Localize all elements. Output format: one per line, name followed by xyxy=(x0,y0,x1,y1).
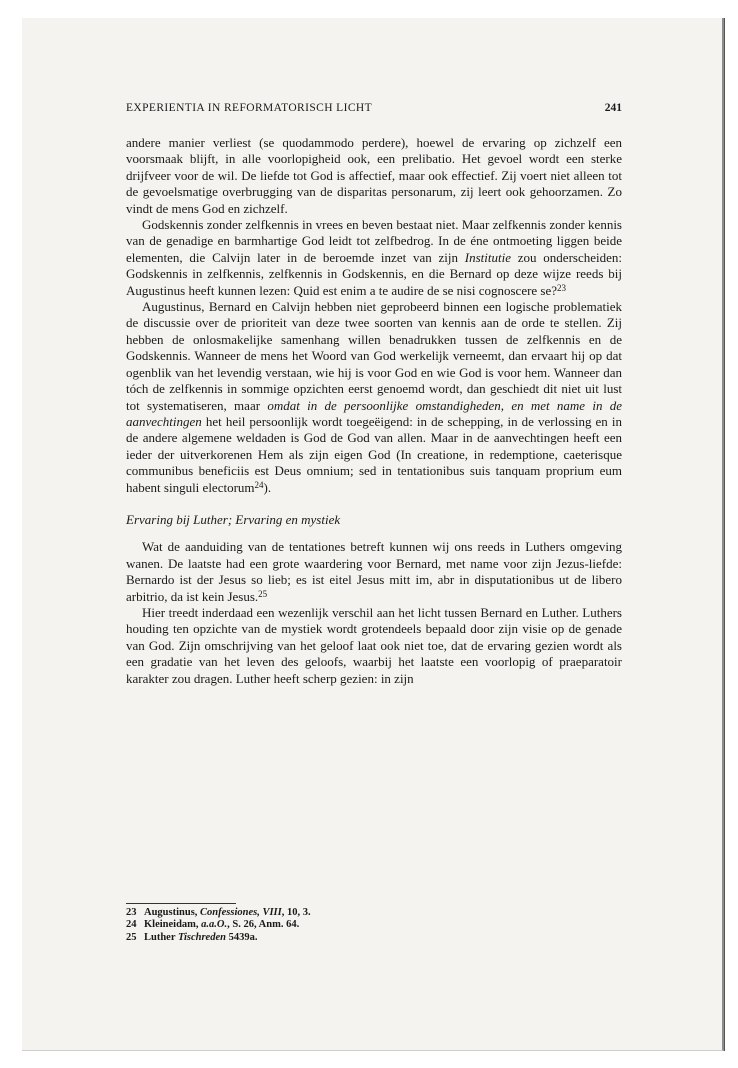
paragraph-1: andere manier verliest (se quodammodo perdere), hoewel de ervaring op zichzelf een voorsmaak blijft, in alle voorlopigheid ook, een prelibatio. Het gevoel wordt een sterke drijfveer voor de wil. De liefde tot God is affectief, maar ook effectief. Zij voert niet alleen tot de gevoelsmatige overbrugging van de disparitas personarum, zij leert ook gehoorzamen. Zo vindt de mens God en zichzelf. xyxy=(126,135,622,216)
italic-emphasis: omdat in de persoonlijke omstandigheden, en met name in de aanvechtingen xyxy=(126,397,622,429)
footnote: 23 Augustinus, Confessiones, VIII, 10, 3. xyxy=(126,907,311,918)
footnote-ref-24: 24 xyxy=(254,479,264,490)
section-heading: Ervaring bij Luther; Ervaring en mystiek xyxy=(126,511,341,527)
running-title: EXPERIENTIA IN REFORMATORISCH LICHT xyxy=(126,102,373,114)
running-header xyxy=(126,102,622,114)
footnote-divider xyxy=(126,903,236,904)
italic-institutie: Institutie xyxy=(464,249,511,265)
page-number: 241 xyxy=(604,102,622,114)
paragraph-5: Hier treedt inderdaad een wezenlijk verschil aan het licht tussen Bernard en Luther. Luthers houding ten opzichte van de mystiek wordt grotendeels bepaald door zijn visie op de genade van God. Zijn omschrijving van het geloof laat ook niet toe, dat de ervaring gezien wordt als een gradatie van het leven des geloofs, waarbij het laatste een voorlopig of praeparatoir karakter zou dragen. Luther heeft scherp gezien: in zijn xyxy=(126,604,622,686)
footnote-ref-23: 23 xyxy=(557,282,567,293)
paragraph-4: Wat de aanduiding van de tentationes betreft kunnen wij ons reeds in Luthers omgeving wanen. De laatste had een grote waardering voor Bernard, met name voor zijn Jezus-liefde: Bernardo ist der Jesus so lieb; es ist eitel Jesus mitt im, abr in disputationibus ut de libero arbitrio, da ist kein Jesus.$^{25}$ xyxy=(126,539,622,604)
footnote: 25 Luther Tischreden 5439a. xyxy=(126,931,258,943)
page-sheet xyxy=(22,18,724,1051)
paragraph-3: Augustinus, Bernard en Calvijn hebben niet geprobeerd binnen een logische problematiek de discussie over de prioriteit van deze twee soorten van kennis aan de orde te stellen. Zij hebben de onlosmakelijke samenhang willen benadrukken tussen de zelfkennis en de Godskennis. Wanneer de mens het Woord van God werkelijk verneemt, dan ervaart hij op dat ogenblik van het levendig verstaan, wie hij is voor God en wie God is voor hem. Wanneer dan tóch de zelfkennis in sommige opzichten eerst genoemd wordt, dan geschiedt dit niet uit lust tot systematiseren, maar omdat in de persoonlijke omstandigheden, en met name in de aanvechtingen het heil persoonlijk wordt toegeëigend: in de schepping, in de verlossing en in de andere algemene weldaden is God de God van allen. Maar in de aanvechtingen heeft een ieder der uitverkorenen Hem als zijn eigen God (In creatione, in redemptione, caeterisque communibus beneficiis est Deus omnium; sed in tentationibus suis tanquam proprium eum habent singuli electorum$^{24}$). xyxy=(126,299,622,495)
footnotes xyxy=(126,907,622,944)
footnote-ref-25: 25 xyxy=(258,588,268,599)
body-text xyxy=(126,135,622,687)
paragraph-2: Godskennis zonder zelfkennis in vrees en beven bestaat niet. Maar zelfkennis zonder kennis van de genadige en barmhartige God leidt tot zelfbedrog. In de éne ontmoeting liggen beide elementen, die Calvijn later in de beroemde inzet van zijn Institutie zou onderscheiden: Godskennis in zelfkennis, zelfkennis in Godskennis, en die Bernard op deze wijze reeds bij Augustinus heeft kunnen lezen: Quid est enim a te audire de se nisi cognoscere se?$^{23}$ xyxy=(126,217,623,298)
footnote: 24 Kleineidam, a.a.O., S. 26, Anm. 64. xyxy=(126,919,300,931)
